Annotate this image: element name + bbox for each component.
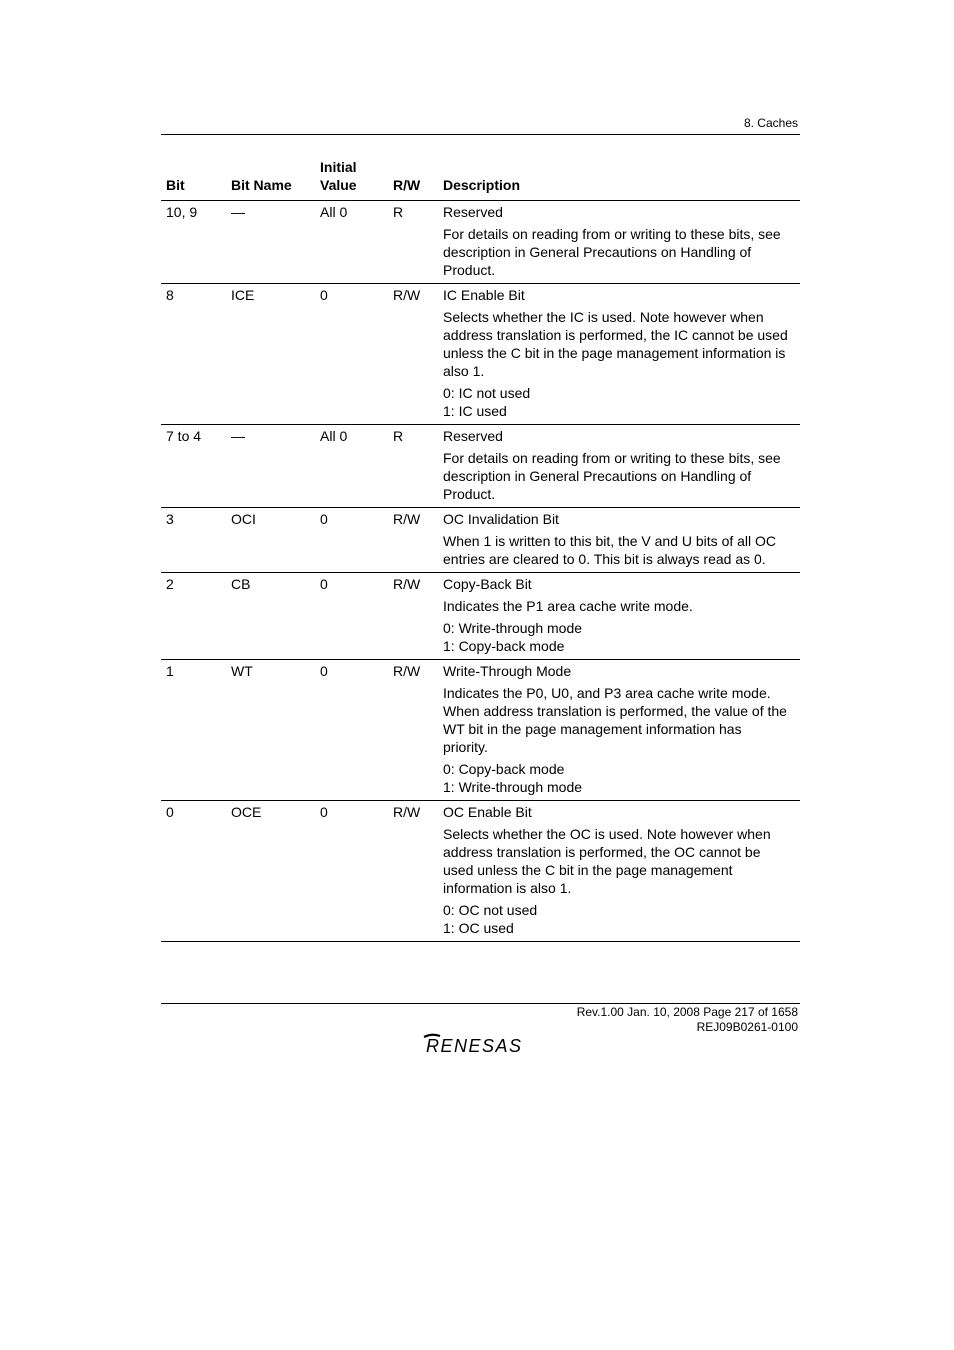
col-initial-value (315, 154, 388, 201)
cell-bit-name: WT (231, 663, 253, 679)
cell-description (438, 425, 800, 508)
footer (577, 1005, 798, 1035)
description-line: 1: Copy-back mode (443, 638, 565, 654)
description-paragraph (443, 384, 800, 420)
description-line: unless the C bit in the page management information is (443, 345, 786, 361)
description-line: used unless the C bit in the page management (443, 862, 733, 878)
renesas-logo-icon (422, 1033, 542, 1055)
description-title: Write-Through Mode (443, 663, 572, 679)
cell-rw: R (393, 204, 404, 220)
footer-revision: Rev.1.00 Jan. 10, 2008 Page 217 of 1658 (576, 1005, 798, 1019)
cell-bit-name: OCE (231, 804, 262, 820)
cell-bit-name: — (231, 428, 245, 444)
cell-bit: 3 (166, 511, 174, 527)
description-paragraph (443, 684, 800, 756)
cell-description (438, 284, 800, 425)
col-initial-line2: Value (320, 177, 357, 193)
cell-rw: R/W (393, 511, 421, 527)
description-title: Copy-Back Bit (443, 576, 532, 592)
svg-text:RENESAS: RENESAS (426, 1036, 523, 1055)
description-title: Reserved (443, 204, 503, 220)
table-row (161, 660, 800, 801)
description-line: Selects whether the OC is used. Note however when (443, 826, 771, 842)
description-title: OC Invalidation Bit (443, 511, 559, 527)
description-line: address translation is performed, the IC cannot be used (443, 327, 788, 343)
description-line: 1: OC used (443, 920, 514, 936)
cell-description (438, 508, 800, 573)
description-paragraph (443, 825, 800, 897)
description-line: also 1. (443, 363, 485, 379)
col-description: Description (443, 177, 521, 193)
cell-bit: 2 (166, 576, 174, 592)
description-line: Indicates the P0, U0, and P3 area cache write mode. (443, 685, 771, 701)
description-line: description in General Precautions on Handling of (443, 244, 752, 260)
description-line: 0: IC not used (443, 385, 531, 401)
col-initial-line1: Initial (320, 159, 357, 175)
description-line: priority. (443, 739, 488, 755)
header-rule (161, 134, 800, 135)
description-paragraph (443, 597, 800, 615)
table-header-row (161, 154, 800, 201)
cell-bit-name: ICE (231, 287, 255, 303)
cell-initial-value: 0 (320, 511, 328, 527)
description-paragraph (443, 449, 800, 503)
footer-rule (161, 1003, 800, 1004)
cell-description (438, 801, 800, 942)
cell-bit: 1 (166, 663, 174, 679)
description-line: 1: IC used (443, 403, 507, 419)
cell-rw: R (393, 428, 404, 444)
cell-initial-value: All 0 (320, 204, 348, 220)
description-paragraph (443, 532, 800, 568)
description-line: Indicates the P1 area cache write mode. (443, 598, 693, 614)
cell-bit-name: OCI (231, 511, 256, 527)
cell-description (438, 201, 800, 284)
table-row (161, 284, 800, 425)
description-line: address translation is performed, the OC cannot be (443, 844, 761, 860)
description-line: Product. (443, 262, 496, 278)
cell-bit: 10, 9 (166, 204, 198, 220)
description-line: For details on reading from or writing to these bits, see (443, 450, 781, 466)
description-paragraph (443, 760, 800, 796)
description-line: Selects whether the IC is used. Note however when (443, 309, 764, 325)
cell-bit: 0 (166, 804, 174, 820)
cell-description (438, 573, 800, 660)
description-line: For details on reading from or writing to these bits, see (443, 226, 781, 242)
cell-bit-name: — (231, 204, 245, 220)
chapter-header: 8. Caches (743, 116, 798, 130)
cell-initial-value: 0 (320, 804, 328, 820)
register-bits-table (161, 154, 800, 942)
description-title: OC Enable Bit (443, 804, 532, 820)
description-line: When 1 is written to this bit, the V and U bits of all OC (443, 533, 777, 549)
table-row (161, 573, 800, 660)
table-row (161, 801, 800, 942)
cell-initial-value: 0 (320, 576, 328, 592)
description-paragraph (443, 901, 800, 937)
col-bit: Bit (166, 177, 185, 193)
cell-initial-value: 0 (320, 287, 328, 303)
description-line: description in General Precautions on Handling of (443, 468, 752, 484)
description-line: WT bit in the page management information has (443, 721, 742, 737)
description-paragraph (443, 225, 800, 279)
table-row (161, 201, 800, 284)
description-line: Product. (443, 486, 496, 502)
description-line: entries are cleared to 0. This bit is always read as 0. (443, 551, 766, 567)
col-rw: R/W (393, 177, 421, 193)
description-line: 0: Copy-back mode (443, 761, 565, 777)
table-row (161, 425, 800, 508)
cell-initial-value: 0 (320, 663, 328, 679)
description-paragraph (443, 619, 800, 655)
description-line: information is also 1. (443, 880, 572, 896)
col-bit-name: Bit Name (231, 177, 292, 193)
cell-initial-value: All 0 (320, 428, 348, 444)
cell-bit-name: CB (231, 576, 251, 592)
cell-rw: R/W (393, 663, 421, 679)
description-title: Reserved (443, 428, 503, 444)
cell-rw: R/W (393, 576, 421, 592)
description-line: 0: OC not used (443, 902, 538, 918)
cell-bit: 8 (166, 287, 174, 303)
description-paragraph (443, 308, 800, 380)
cell-description (438, 660, 800, 801)
footer-doc-number: REJ09B0261-0100 (696, 1020, 798, 1034)
cell-rw: R/W (393, 287, 421, 303)
description-title: IC Enable Bit (443, 287, 525, 303)
description-line: 0: Write-through mode (443, 620, 583, 636)
cell-bit: 7 to 4 (166, 428, 202, 444)
renesas-logo (422, 1033, 542, 1060)
description-line: When address translation is performed, the value of the (443, 703, 787, 719)
cell-rw: R/W (393, 804, 421, 820)
description-line: 1: Write-through mode (443, 779, 583, 795)
table-row (161, 508, 800, 573)
